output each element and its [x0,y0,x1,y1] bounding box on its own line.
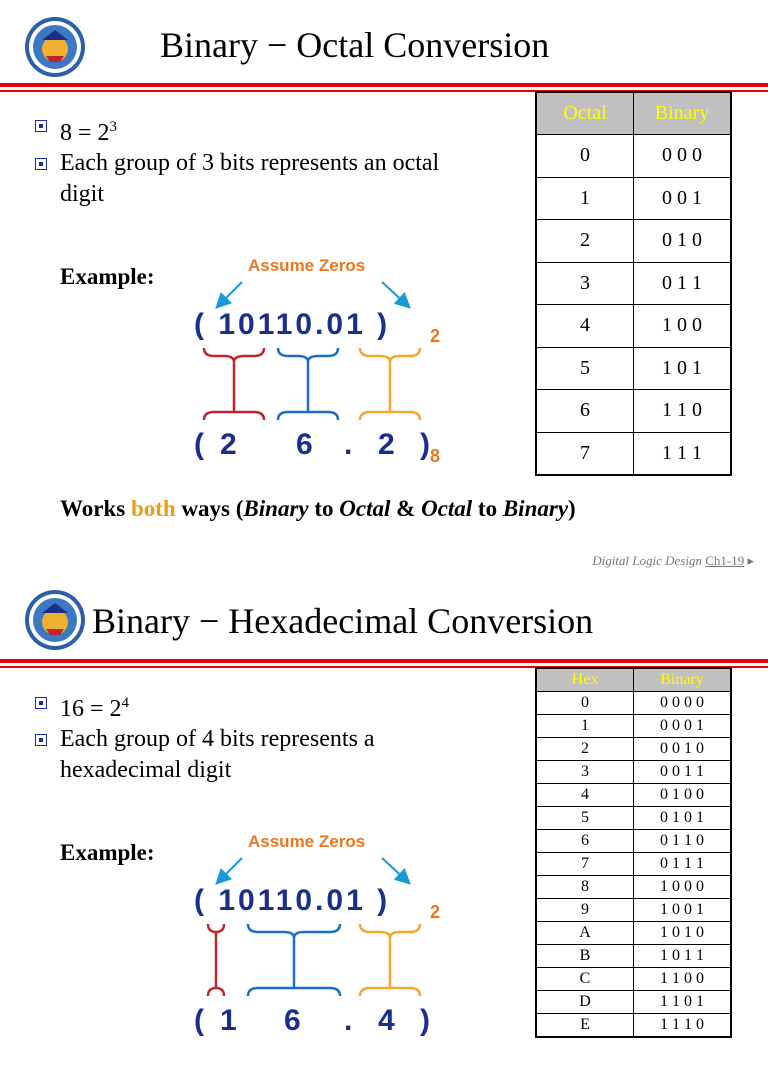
table-cell-digit: 2 [536,738,634,761]
table-cell-binary: 1 1 1 0 [634,1014,732,1038]
table-row [536,807,731,830]
works-italic: Octal [421,496,473,521]
table-cell-digit: 6 [536,390,634,433]
table-header: Binary [634,668,732,692]
table-row [536,991,731,1014]
table-row [536,135,731,178]
table-cell-binary: 1 0 0 0 [634,876,732,899]
bullet-line: Each group of 3 bits represents an octal [60,150,440,176]
title-divider [0,659,768,663]
bullet-group-text [60,724,375,786]
works-text: ways ( [175,496,244,521]
works-text: ) [568,496,576,521]
octal-binary-table [535,91,732,476]
table-row [536,899,731,922]
table-row [536,390,731,433]
table-row [536,432,731,475]
binary-base-subscript: 2 [430,326,441,346]
table-row [536,715,731,738]
result-digit: 6 [284,1004,304,1037]
table-cell-digit: 4 [536,784,634,807]
assume-arrow-left [218,282,242,306]
result-digit: 1 [220,1004,240,1037]
table-cell-digit: 0 [536,692,634,715]
table-row [536,220,731,263]
table-header: Hex [536,668,634,692]
table-row [536,262,731,305]
assume-arrow-left [218,858,242,882]
university-logo-icon [24,16,86,78]
table-row [536,738,731,761]
result-open-paren: ( [194,1004,207,1037]
table-cell-digit: B [536,945,634,968]
table-cell-binary: 1 1 1 [634,432,732,475]
binary-expression: ( 10110.01 ) [194,884,391,917]
table-cell-binary: 0 1 1 1 [634,853,732,876]
result-digit: 6 [296,428,316,461]
table-cell-digit: 7 [536,853,634,876]
table-cell-binary: 1 0 1 1 [634,945,732,968]
table-cell-digit: 8 [536,876,634,899]
table-cell-binary: 0 0 0 0 [634,692,732,715]
table-row [536,305,731,348]
example-label: Example: [60,264,155,289]
table-cell-digit: 2 [536,220,634,263]
table-cell-binary: 0 1 0 1 [634,807,732,830]
bullet-icon [35,734,47,746]
university-logo-icon [24,589,86,651]
group-bracket-gold [360,348,420,420]
table-row [536,830,731,853]
table-cell-binary: 0 0 0 [634,135,732,178]
table-cell-binary: 0 1 0 [634,220,732,263]
result-close-paren: ) [420,1004,433,1037]
group-bracket-red [204,348,264,420]
binary-base-subscript: 2 [430,902,441,922]
slide-title: Binary − Hexadecimal Conversion [92,601,594,641]
table-cell-digit: D [536,991,634,1014]
table-cell-digit: 6 [536,830,634,853]
table-cell-binary: 0 1 0 0 [634,784,732,807]
result-close-paren: ) [420,428,433,461]
slide-hexadecimal [0,582,768,1037]
result-open-paren: ( [194,428,207,461]
footer-course: Digital Logic Design [592,553,706,568]
table-cell-digit: 0 [536,135,634,178]
bullet-line: Each group of 4 bits represents a [60,726,375,752]
table-cell-binary: 1 0 0 1 [634,899,732,922]
bullet-icon [35,158,47,170]
table-cell-binary: 1 0 0 [634,305,732,348]
bullet-group-text [60,148,439,210]
table-header: Octal [536,92,634,135]
table-row [536,945,731,968]
table-cell-binary: 0 0 1 1 [634,761,732,784]
table-row [536,968,731,991]
table-cell-binary: 0 0 1 [634,177,732,220]
table-cell-digit: 3 [536,761,634,784]
result-digit: 2 [378,428,398,461]
table-row [536,876,731,899]
result-digit: 2 [220,428,240,461]
table-row [536,347,731,390]
table-cell-binary: 0 0 1 0 [634,738,732,761]
result-point: . [344,1004,356,1037]
hex-diagram [180,828,470,1068]
table-row [536,761,731,784]
table-cell-binary: 0 1 1 0 [634,830,732,853]
result-point: . [344,428,356,461]
table-row [536,692,731,715]
group-bracket-red [208,924,224,996]
bullet-base: 16 = 2 [60,696,122,722]
works-both-ways-text [60,496,576,522]
bullet-exponent: 4 [121,695,130,711]
footer-page-number[interactable]: Ch1-19 [705,553,745,568]
table-cell-digit: 4 [536,305,634,348]
group-bracket-blue [248,924,340,996]
works-italic: Binary [243,496,309,521]
works-text: to [308,496,340,521]
slide-footer [592,553,754,569]
table-header: Binary [634,92,732,135]
table-cell-binary: 1 1 0 [634,390,732,433]
octal-diagram [180,252,470,492]
bullet-icon [35,697,47,709]
result-digit: 4 [378,1004,398,1037]
table-cell-binary: 0 1 1 [634,262,732,305]
binary-expression: ( 10110.01 ) [194,308,391,341]
works-text: to [472,496,503,521]
bullet-power [60,688,129,725]
table-cell-digit: 5 [536,347,634,390]
assume-arrow-right [382,282,408,306]
works-text: Works [60,496,131,521]
table-row [536,853,731,876]
table-cell-digit: E [536,1014,634,1038]
table-row [536,922,731,945]
table-cell-digit: 5 [536,807,634,830]
table-cell-binary: 1 1 0 1 [634,991,732,1014]
table-cell-digit: 3 [536,262,634,305]
bullet-exponent: 3 [109,119,118,135]
assume-zeros-label: Assume Zeros [248,256,366,275]
table-cell-digit: 9 [536,899,634,922]
table-cell-digit: 1 [536,715,634,738]
example-label: Example: [60,840,155,865]
table-cell-binary: 1 0 1 0 [634,922,732,945]
works-highlight: both [130,496,176,521]
bullet-icon [35,120,47,132]
bullet-line: hexadecimal digit [60,757,232,783]
assume-zeros-label: Assume Zeros [248,832,366,851]
table-row [536,177,731,220]
bullet-power [60,112,117,149]
slide-title: Binary − Octal Conversion [160,25,550,65]
bullet-base: 8 = 2 [60,120,110,146]
group-bracket-gold [360,924,420,996]
title-divider [0,83,768,87]
table-cell-digit: 1 [536,177,634,220]
table-cell-digit: C [536,968,634,991]
bullet-line: digit [60,181,105,207]
group-bracket-blue [278,348,338,420]
hex-binary-table [535,667,732,1038]
table-cell-binary: 1 0 1 [634,347,732,390]
table-cell-binary: 1 1 0 0 [634,968,732,991]
table-cell-digit: A [536,922,634,945]
works-italic: Binary [502,496,569,521]
assume-arrow-right [382,858,408,882]
table-cell-digit: 7 [536,432,634,475]
next-arrow-icon[interactable]: ▸ [747,553,754,568]
table-row [536,1014,731,1038]
result-base-subscript: 8 [430,446,441,466]
table-cell-binary: 0 0 0 1 [634,715,732,738]
table-row [536,784,731,807]
works-italic: Octal [339,496,391,521]
works-text: & [390,496,422,521]
